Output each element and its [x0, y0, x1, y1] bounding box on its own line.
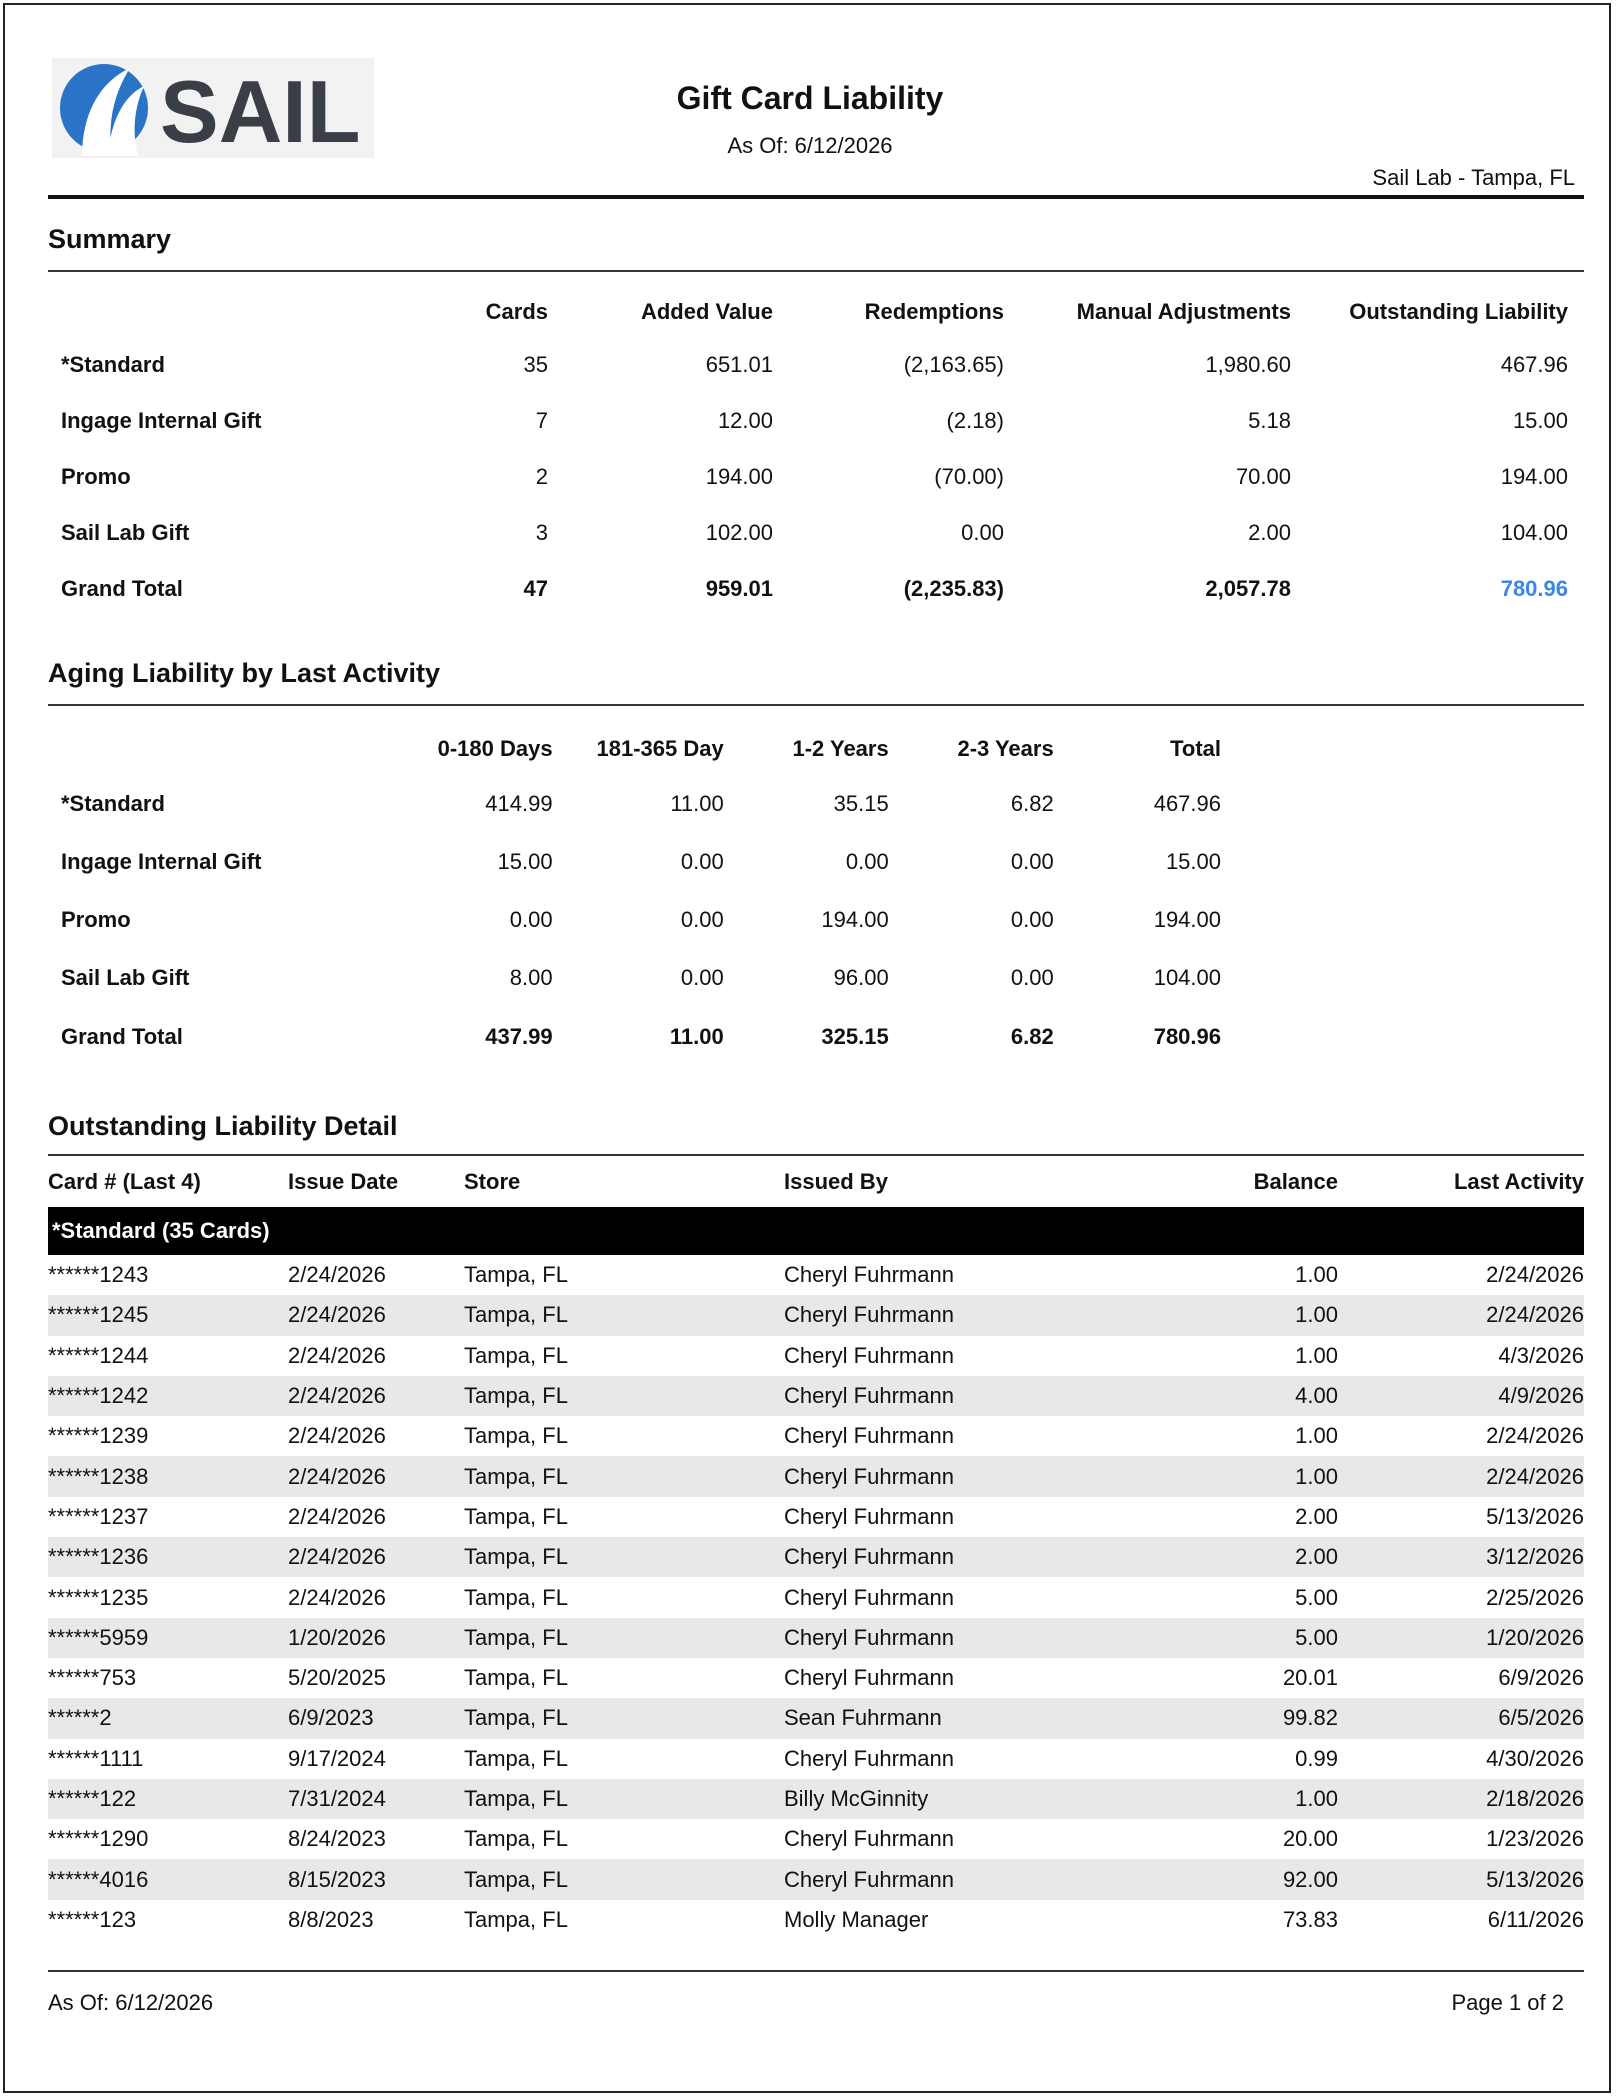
detail-issued-by: Billy McGinnity	[784, 1779, 1084, 1819]
aging-row	[48, 775, 1221, 833]
summary-title: Summary	[48, 224, 172, 254]
detail-col-store: Store	[464, 1169, 521, 1194]
detail-issue-date: 2/24/2026	[288, 1503, 386, 1529]
detail-issue-date: 9/17/2024	[288, 1745, 386, 1771]
detail-issue-date: 5/20/2025	[288, 1665, 386, 1691]
detail-group-header	[48, 1207, 1584, 1255]
detail-balance: 1.00	[1084, 1779, 1338, 1819]
detail-issue-date: 2/24/2026	[288, 1423, 386, 1449]
footer-page-number: Page 1 of 2	[1451, 1990, 1564, 2015]
aging-0-180: 0.00	[509, 907, 553, 932]
detail-issued-by: Cheryl Fuhrmann	[784, 1745, 954, 1771]
summary-header-row	[48, 287, 1568, 337]
report-location: Sail Lab - Tampa, FL	[1372, 165, 1575, 190]
footer-as-of: As Of: 6/12/2026	[48, 1990, 214, 2015]
summary-col-name	[48, 287, 368, 337]
detail-issue-date: 8/15/2023	[288, 1859, 464, 1899]
detail-col-balance: Balance	[1253, 1169, 1338, 1194]
detail-card: ******1111	[48, 1745, 144, 1771]
detail-issued-by: Sean Fuhrmann	[784, 1698, 1084, 1738]
detail-last-activity: 4/9/2026	[1338, 1376, 1584, 1416]
aging-total-2-3-years: 6.82	[1010, 1024, 1054, 1049]
detail-col-issue-date: Issue Date	[288, 1169, 399, 1194]
aging-name: Sail Lab Gift	[61, 965, 190, 990]
summary-cards: 35	[523, 352, 548, 377]
detail-last-activity: 2/25/2026	[1486, 1584, 1584, 1610]
summary-redemptions: 0.00	[961, 520, 1004, 545]
detail-store: Tampa, FL	[464, 1859, 784, 1899]
detail-issue-date: 2/24/2026	[288, 1262, 386, 1288]
detail-store: Tampa, FL	[464, 1456, 784, 1496]
detail-card: ******1242	[48, 1376, 288, 1416]
summary-total-redemptions: (2,235.83)	[903, 576, 1004, 601]
detail-balance: 1.00	[1295, 1262, 1338, 1288]
summary-outstanding: 194.00	[1500, 464, 1568, 489]
detail-issue-date: 7/31/2024	[288, 1779, 464, 1819]
aging-table	[48, 723, 1221, 1067]
footer-divider	[48, 1970, 1584, 1972]
detail-last-activity: 1/20/2026	[1338, 1618, 1584, 1658]
detail-row	[48, 1698, 1584, 1738]
detail-balance: 20.00	[1282, 1826, 1338, 1852]
detail-group-label: *Standard (35 Cards)	[48, 1207, 1584, 1255]
detail-card: ******1245	[48, 1295, 288, 1335]
detail-issued-by: Cheryl Fuhrmann	[784, 1262, 954, 1288]
detail-issue-date: 6/9/2023	[288, 1698, 464, 1738]
detail-issue-date: 2/24/2026	[288, 1537, 464, 1577]
detail-title: Outstanding Liability Detail	[48, 1111, 398, 1141]
detail-row	[48, 1739, 1584, 1779]
detail-issued-by: Cheryl Fuhrmann	[784, 1456, 1084, 1496]
detail-store: Tampa, FL	[464, 1698, 784, 1738]
aging-1-2-years: 35.15	[833, 791, 889, 816]
detail-issued-by: Cheryl Fuhrmann	[784, 1376, 1084, 1416]
detail-card: ******4016	[48, 1859, 288, 1899]
detail-last-activity: 2/24/2026	[1338, 1456, 1584, 1496]
detail-issue-date: 8/24/2023	[288, 1826, 386, 1852]
summary-divider	[48, 270, 1584, 272]
detail-balance: 99.82	[1084, 1698, 1338, 1738]
aging-181-365: 0.00	[680, 965, 724, 990]
aging-col-0-180: 0-180 Days	[437, 736, 553, 761]
detail-store: Tampa, FL	[464, 1503, 568, 1529]
detail-issued-by: Cheryl Fuhrmann	[784, 1618, 1084, 1658]
detail-col-issued-by: Issued By	[784, 1169, 888, 1194]
detail-issued-by: Cheryl Fuhrmann	[784, 1537, 1084, 1577]
summary-col-cards: Cards	[485, 299, 548, 324]
aging-col-2-3-years: 2-3 Years	[957, 736, 1054, 761]
summary-manual: 1,980.60	[1205, 352, 1291, 377]
detail-row	[48, 1658, 1584, 1698]
detail-card: ******1239	[48, 1423, 149, 1449]
aging-0-180: 15.00	[497, 849, 553, 874]
header-divider	[48, 195, 1584, 199]
detail-issued-by: Cheryl Fuhrmann	[784, 1859, 1084, 1899]
aging-181-365: 11.00	[670, 791, 724, 816]
aging-header-row	[48, 723, 1221, 775]
detail-issued-by: Cheryl Fuhrmann	[784, 1295, 1084, 1335]
summary-outstanding: 15.00	[1512, 408, 1568, 433]
detail-row	[48, 1577, 1584, 1617]
aging-total-total: 780.96	[1153, 1024, 1221, 1049]
detail-card: ******1238	[48, 1456, 288, 1496]
sail-logo	[52, 58, 374, 158]
detail-balance: 0.99	[1295, 1745, 1338, 1771]
aging-name: *Standard	[61, 791, 165, 816]
detail-balance: 1.00	[1084, 1295, 1338, 1335]
report-page	[3, 3, 1611, 2093]
report-as-of: As Of: 6/12/2026	[727, 133, 893, 158]
detail-row	[48, 1497, 1584, 1537]
detail-issue-date: 2/24/2026	[288, 1456, 464, 1496]
detail-store: Tampa, FL	[464, 1618, 784, 1658]
detail-issue-date: 2/24/2026	[288, 1376, 464, 1416]
summary-added: 102.00	[705, 520, 773, 545]
aging-name: Promo	[61, 907, 131, 932]
aging-name: Ingage Internal Gift	[61, 849, 262, 874]
summary-manual: 2.00	[1248, 520, 1291, 545]
aging-grand-total-row	[48, 1007, 1221, 1067]
detail-balance: 5.00	[1295, 1584, 1338, 1610]
aging-grand-total-label: Grand Total	[61, 1024, 183, 1049]
summary-total-outstanding-link[interactable]: 780.96	[1500, 576, 1568, 601]
summary-redemptions: (2,163.65)	[903, 352, 1004, 377]
detail-row	[48, 1859, 1584, 1899]
aging-1-2-years: 0.00	[845, 849, 889, 874]
detail-last-activity: 6/11/2026	[1487, 1906, 1584, 1932]
detail-card: ******5959	[48, 1618, 288, 1658]
aging-181-365: 0.00	[680, 907, 724, 932]
summary-outstanding: 467.96	[1500, 352, 1568, 377]
aging-title: Aging Liability by Last Activity	[48, 658, 441, 688]
detail-header-row	[48, 1157, 1584, 1207]
detail-card: ******1244	[48, 1342, 149, 1368]
detail-row	[48, 1618, 1584, 1658]
detail-last-activity: 2/24/2026	[1486, 1423, 1584, 1449]
aging-col-name	[48, 723, 359, 775]
detail-card: ******1237	[48, 1503, 149, 1529]
detail-issue-date: 1/20/2026	[288, 1618, 464, 1658]
aging-total: 194.00	[1153, 907, 1221, 932]
detail-card: ******1235	[48, 1584, 149, 1610]
summary-added: 194.00	[705, 464, 773, 489]
aging-2-3-years: 6.82	[1010, 791, 1054, 816]
detail-balance: 92.00	[1084, 1859, 1338, 1899]
detail-store: Tampa, FL	[464, 1376, 784, 1416]
detail-store: Tampa, FL	[464, 1826, 568, 1852]
detail-last-activity: 2/24/2026	[1486, 1262, 1584, 1288]
detail-row	[48, 1376, 1584, 1416]
aging-2-3-years: 0.00	[1010, 965, 1054, 990]
aging-0-180: 8.00	[509, 965, 553, 990]
detail-balance: 20.01	[1282, 1665, 1338, 1691]
detail-issued-by: Cheryl Fuhrmann	[784, 1665, 954, 1691]
detail-card: ******753	[48, 1665, 137, 1691]
detail-store: Tampa, FL	[464, 1295, 784, 1335]
summary-manual: 70.00	[1235, 464, 1291, 489]
aging-divider	[48, 704, 1584, 706]
detail-card: ******122	[48, 1779, 288, 1819]
summary-row	[48, 337, 1568, 393]
aging-0-180: 414.99	[485, 791, 553, 816]
summary-grand-total-row	[48, 561, 1568, 617]
aging-col-181-365: 181-365 Day	[596, 736, 724, 761]
summary-name: Ingage Internal Gift	[61, 408, 262, 433]
detail-card: ******123	[48, 1906, 137, 1932]
summary-col-manual: Manual Adjustments	[1076, 299, 1291, 324]
summary-name: Promo	[61, 464, 131, 489]
aging-row	[48, 833, 1221, 891]
detail-issue-date: 2/24/2026	[288, 1342, 386, 1368]
detail-row	[48, 1336, 1584, 1376]
detail-balance: 2.00	[1084, 1537, 1338, 1577]
summary-added: 12.00	[717, 408, 773, 433]
summary-row	[48, 449, 1568, 505]
detail-row	[48, 1295, 1584, 1335]
detail-store: Tampa, FL	[464, 1537, 784, 1577]
detail-last-activity: 5/13/2026	[1486, 1503, 1584, 1529]
detail-divider	[48, 1154, 1584, 1156]
detail-row	[48, 1255, 1584, 1295]
detail-issued-by: Cheryl Fuhrmann	[784, 1423, 954, 1449]
aging-total: 15.00	[1165, 849, 1221, 874]
detail-col-last-activity: Last Activity	[1453, 1169, 1584, 1194]
detail-store: Tampa, FL	[464, 1906, 568, 1932]
summary-outstanding: 104.00	[1500, 520, 1568, 545]
detail-row	[48, 1819, 1584, 1859]
summary-total-added: 959.01	[705, 576, 773, 601]
detail-last-activity: 3/12/2026	[1338, 1537, 1584, 1577]
summary-col-redemptions: Redemptions	[864, 299, 1004, 324]
detail-last-activity: 2/18/2026	[1338, 1779, 1584, 1819]
detail-last-activity: 6/9/2026	[1498, 1665, 1584, 1691]
detail-issue-date: 2/24/2026	[288, 1584, 386, 1610]
detail-card: ******1243	[48, 1262, 149, 1288]
detail-store: Tampa, FL	[464, 1262, 568, 1288]
detail-store: Tampa, FL	[464, 1423, 568, 1449]
detail-store: Tampa, FL	[464, 1584, 568, 1610]
logo-text: SAIL	[160, 62, 361, 158]
detail-issued-by: Cheryl Fuhrmann	[784, 1584, 954, 1610]
detail-store: Tampa, FL	[464, 1779, 784, 1819]
aging-row	[48, 891, 1221, 949]
detail-col-card: Card # (Last 4)	[48, 1169, 201, 1194]
detail-last-activity: 1/23/2026	[1486, 1826, 1584, 1852]
aging-total-0-180: 437.99	[485, 1024, 553, 1049]
detail-balance: 4.00	[1084, 1376, 1338, 1416]
aging-total: 104.00	[1153, 965, 1221, 990]
summary-redemptions: (2.18)	[946, 408, 1004, 433]
summary-redemptions: (70.00)	[934, 464, 1004, 489]
detail-table	[48, 1157, 1584, 1940]
detail-last-activity: 2/24/2026	[1338, 1295, 1584, 1335]
detail-issued-by: Molly Manager	[784, 1906, 929, 1932]
summary-table	[48, 287, 1568, 617]
summary-grand-total-label: Grand Total	[61, 576, 183, 601]
summary-total-manual: 2,057.78	[1205, 576, 1291, 601]
detail-last-activity: 6/5/2026	[1338, 1698, 1584, 1738]
detail-issued-by: Cheryl Fuhrmann	[784, 1826, 954, 1852]
detail-store: Tampa, FL	[464, 1665, 568, 1691]
aging-1-2-years: 194.00	[821, 907, 889, 932]
detail-issue-date: 8/8/2023	[288, 1906, 374, 1932]
summary-name: Sail Lab Gift	[61, 520, 190, 545]
aging-1-2-years: 96.00	[833, 965, 889, 990]
detail-balance: 1.00	[1295, 1423, 1338, 1449]
detail-balance: 1.00	[1084, 1456, 1338, 1496]
summary-added: 651.01	[705, 352, 773, 377]
detail-issued-by: Cheryl Fuhrmann	[784, 1503, 954, 1529]
summary-row	[48, 393, 1568, 449]
summary-col-outstanding: Outstanding Liability	[1349, 299, 1568, 324]
aging-row	[48, 949, 1221, 1007]
summary-name: *Standard	[61, 352, 165, 377]
summary-col-added: Added Value	[640, 299, 773, 324]
aging-2-3-years: 0.00	[1010, 907, 1054, 932]
detail-card: ******1290	[48, 1826, 149, 1852]
detail-row	[48, 1779, 1584, 1819]
report-title: Gift Card Liability	[676, 80, 944, 116]
detail-row	[48, 1456, 1584, 1496]
detail-balance: 2.00	[1295, 1503, 1338, 1529]
aging-total: 467.96	[1153, 791, 1221, 816]
aging-181-365: 0.00	[680, 849, 724, 874]
summary-total-cards: 47	[523, 576, 548, 601]
detail-store: Tampa, FL	[464, 1342, 568, 1368]
detail-balance: 5.00	[1084, 1618, 1338, 1658]
detail-row	[48, 1416, 1584, 1456]
aging-total-1-2-years: 325.15	[821, 1024, 889, 1049]
aging-col-total: Total	[1170, 736, 1221, 761]
detail-last-activity: 4/30/2026	[1486, 1745, 1584, 1771]
detail-issued-by: Cheryl Fuhrmann	[784, 1342, 954, 1368]
summary-cards: 7	[535, 408, 548, 433]
detail-balance: 73.83	[1282, 1906, 1338, 1932]
aging-2-3-years: 0.00	[1010, 849, 1054, 874]
summary-row	[48, 505, 1568, 561]
aging-col-1-2-years: 1-2 Years	[792, 736, 889, 761]
summary-cards: 3	[535, 520, 548, 545]
detail-last-activity: 4/3/2026	[1498, 1342, 1584, 1368]
summary-cards: 2	[535, 464, 548, 489]
detail-row	[48, 1537, 1584, 1577]
detail-balance: 1.00	[1295, 1342, 1338, 1368]
detail-card: ******2	[48, 1698, 288, 1738]
detail-issue-date: 2/24/2026	[288, 1295, 464, 1335]
summary-manual: 5.18	[1248, 408, 1291, 433]
detail-last-activity: 5/13/2026	[1338, 1859, 1584, 1899]
detail-row	[48, 1900, 1584, 1940]
detail-store: Tampa, FL	[464, 1745, 568, 1771]
aging-total-181-365: 11.00	[669, 1024, 724, 1049]
detail-card: ******1236	[48, 1537, 288, 1577]
